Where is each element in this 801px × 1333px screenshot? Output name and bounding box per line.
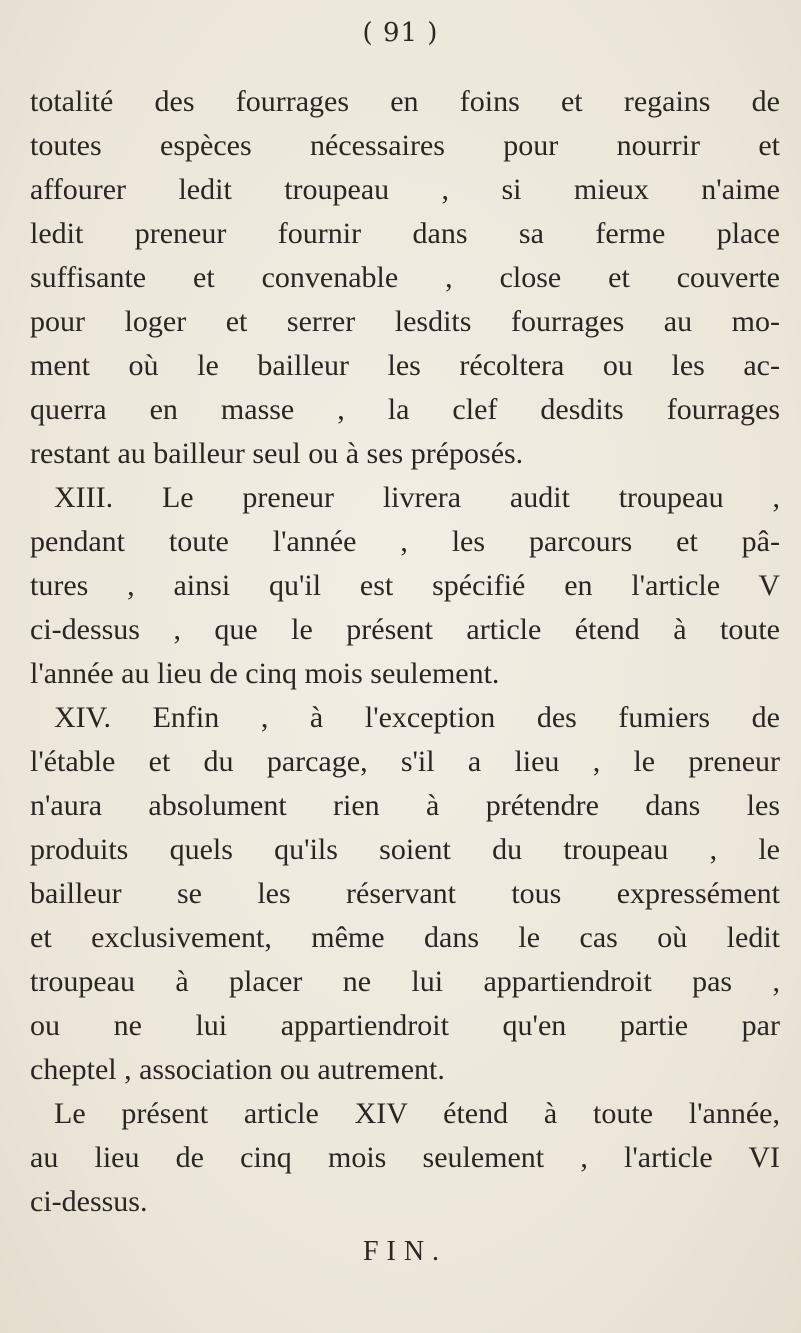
text-line: pendant toute l'année , les parcours et pâ- (30, 525, 780, 558)
page-number: ( 91 ) (362, 18, 439, 48)
text-line: XIII. Le preneur livrera audit troupeau , (54, 481, 780, 514)
text-line: totalité des fourrages en foins et regains de (30, 85, 780, 118)
text-line: ledit preneur fournir dans sa ferme place (30, 217, 780, 250)
text-line: l'année au lieu de cinq mois seulement. (30, 657, 500, 690)
text-line: et exclusivement, même dans le cas où ledit (30, 921, 780, 954)
text-line: suffisante et convenable , close et couverte (30, 261, 780, 294)
text-line: restant au bailleur seul ou à ses préposés. (30, 437, 524, 470)
text-line: toutes espèces nécessaires pour nourrir et (30, 129, 780, 162)
text-line: cheptel , association ou autrement. (30, 1053, 445, 1086)
text-line: ment où le bailleur les récoltera ou les ac- (30, 349, 780, 382)
text-line: pour loger et serrer lesdits fourrages au mo- (30, 305, 780, 338)
text-line: XIV. Enfin , à l'exception des fumiers de (54, 701, 780, 734)
text-line: produits quels qu'ils soient du troupeau , le (30, 833, 780, 866)
body-text (30, 80, 780, 1274)
text-line: troupeau à placer ne lui appartiendroit pas , (30, 965, 780, 998)
text-line: bailleur se les réservant tous expressément (30, 877, 780, 910)
text-line: au lieu de cinq mois seulement , l'article VI (30, 1141, 780, 1174)
text-line: affourer ledit troupeau , si mieux n'aime (30, 173, 780, 206)
text-line: Le présent article XIV étend à toute l'année, (54, 1097, 780, 1130)
text-line: ci-dessus. (30, 1185, 148, 1218)
text-line: l'étable et du parcage, s'il a lieu , le preneur (30, 745, 780, 778)
text-line: ou ne lui appartiendroit qu'en partie par (30, 1009, 780, 1042)
text-line: tures , ainsi qu'il est spécifié en l'article V (30, 569, 780, 602)
text-line: querra en masse , la clef desdits fourrages (30, 393, 780, 426)
text-line: n'aura absolument rien à prétendre dans les (30, 789, 780, 822)
text-line: ci-dessus , que le présent article étend à toute (30, 613, 780, 646)
closing-fin: FIN. (362, 1236, 448, 1267)
